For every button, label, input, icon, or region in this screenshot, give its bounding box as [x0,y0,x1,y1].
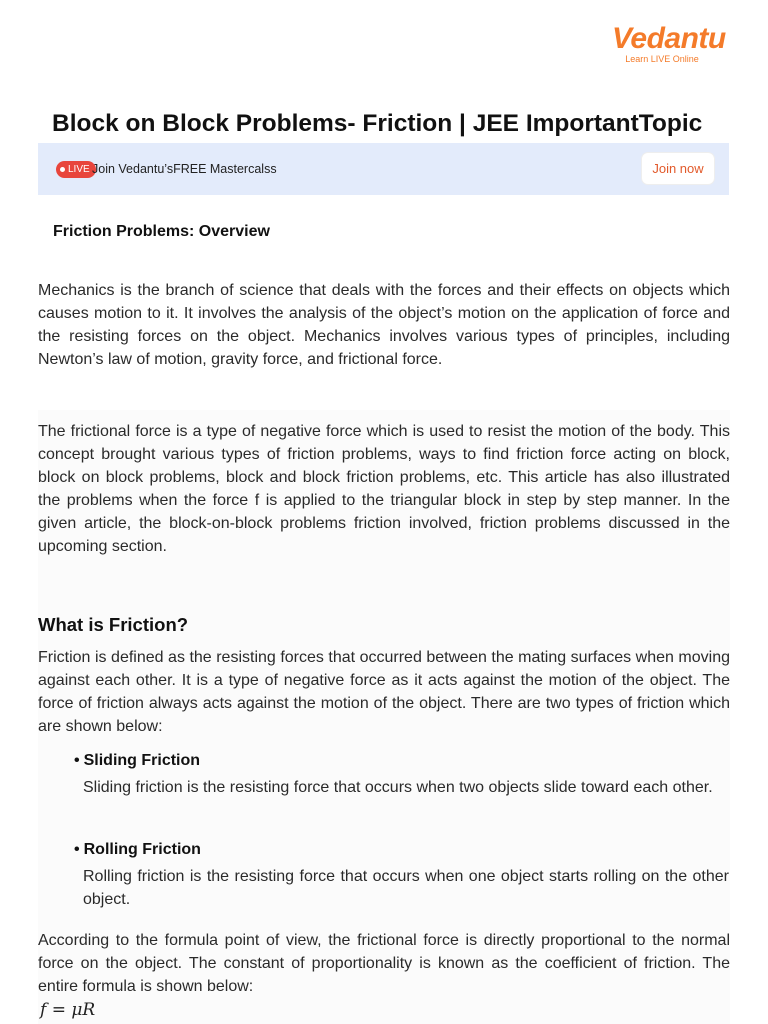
join-now-button[interactable]: Join now [642,153,714,184]
banner-text: Join Vedantu’sFREE Mastercalss [92,162,277,176]
paragraph-friction-definition: Friction is defined as the resisting forces that occurred between the mating surfaces when moving against each other. It is a type of negative force as it acts against the motion of the object. The force of friction always acts against the motion of the object. There are two types of friction which are shown below: [38,649,730,735]
friction-formula: f = μR [40,1000,96,1020]
live-badge [56,161,96,178]
bullet-title-sliding: • Sliding Friction [74,752,729,770]
vedantu-logo[interactable] [612,22,726,64]
overview-heading: Friction Problems: Overview [53,223,270,240]
paragraph-formula-intro: According to the formula point of view, the frictional force is directly proportional to the normal force on the object. The constant of proportionality is known as the coefficient of friction. The entire formula is shown below: [38,932,730,995]
live-label: LIVE [68,164,90,175]
list-item [74,752,729,799]
section-heading-what-is-friction: What is Friction? [38,614,189,635]
article-body [38,410,730,1024]
list-item [74,841,729,911]
paragraph-mechanics: Mechanics is the branch of science that deals with the forces and their effects on objects which causes motion to it. It involves the analysis of the object’s motion on the application of force and the resisting forces on the object. Mechanics involves various types of principles, including Newton’s law of motion, gravity force, and frictional force. [38,282,730,368]
bullet-text-sliding: Sliding friction is the resisting force that occurs when two objects slide toward each other. [83,779,713,796]
article-top [38,215,730,368]
paragraph-frictional-force: The frictional force is a type of negative force which is used to resist the motion of the body. This concept brought various types of friction problems, ways to find friction force acting on block, block on block problems, block and block friction problems, etc. This article has also illustrated the problems when the force f is applied to the triangular block in step by step manner. In the given article, the block-on-block problems friction involved, friction problems discussed in the upcoming section. [38,423,730,555]
mastercalss-banner [38,143,729,195]
live-dot-icon [60,167,65,172]
logo-brand: Vedantu [612,22,726,55]
bullet-text-rolling: Rolling friction is the resisting force that occurs when one object starts rolling on the other object. [83,868,729,908]
logo-tagline: Learn LIVE Online [625,54,699,64]
bullet-title-rolling: • Rolling Friction [74,841,729,859]
page-title: Block on Block Problems- Friction | JEE ImportantTopic [52,110,703,137]
